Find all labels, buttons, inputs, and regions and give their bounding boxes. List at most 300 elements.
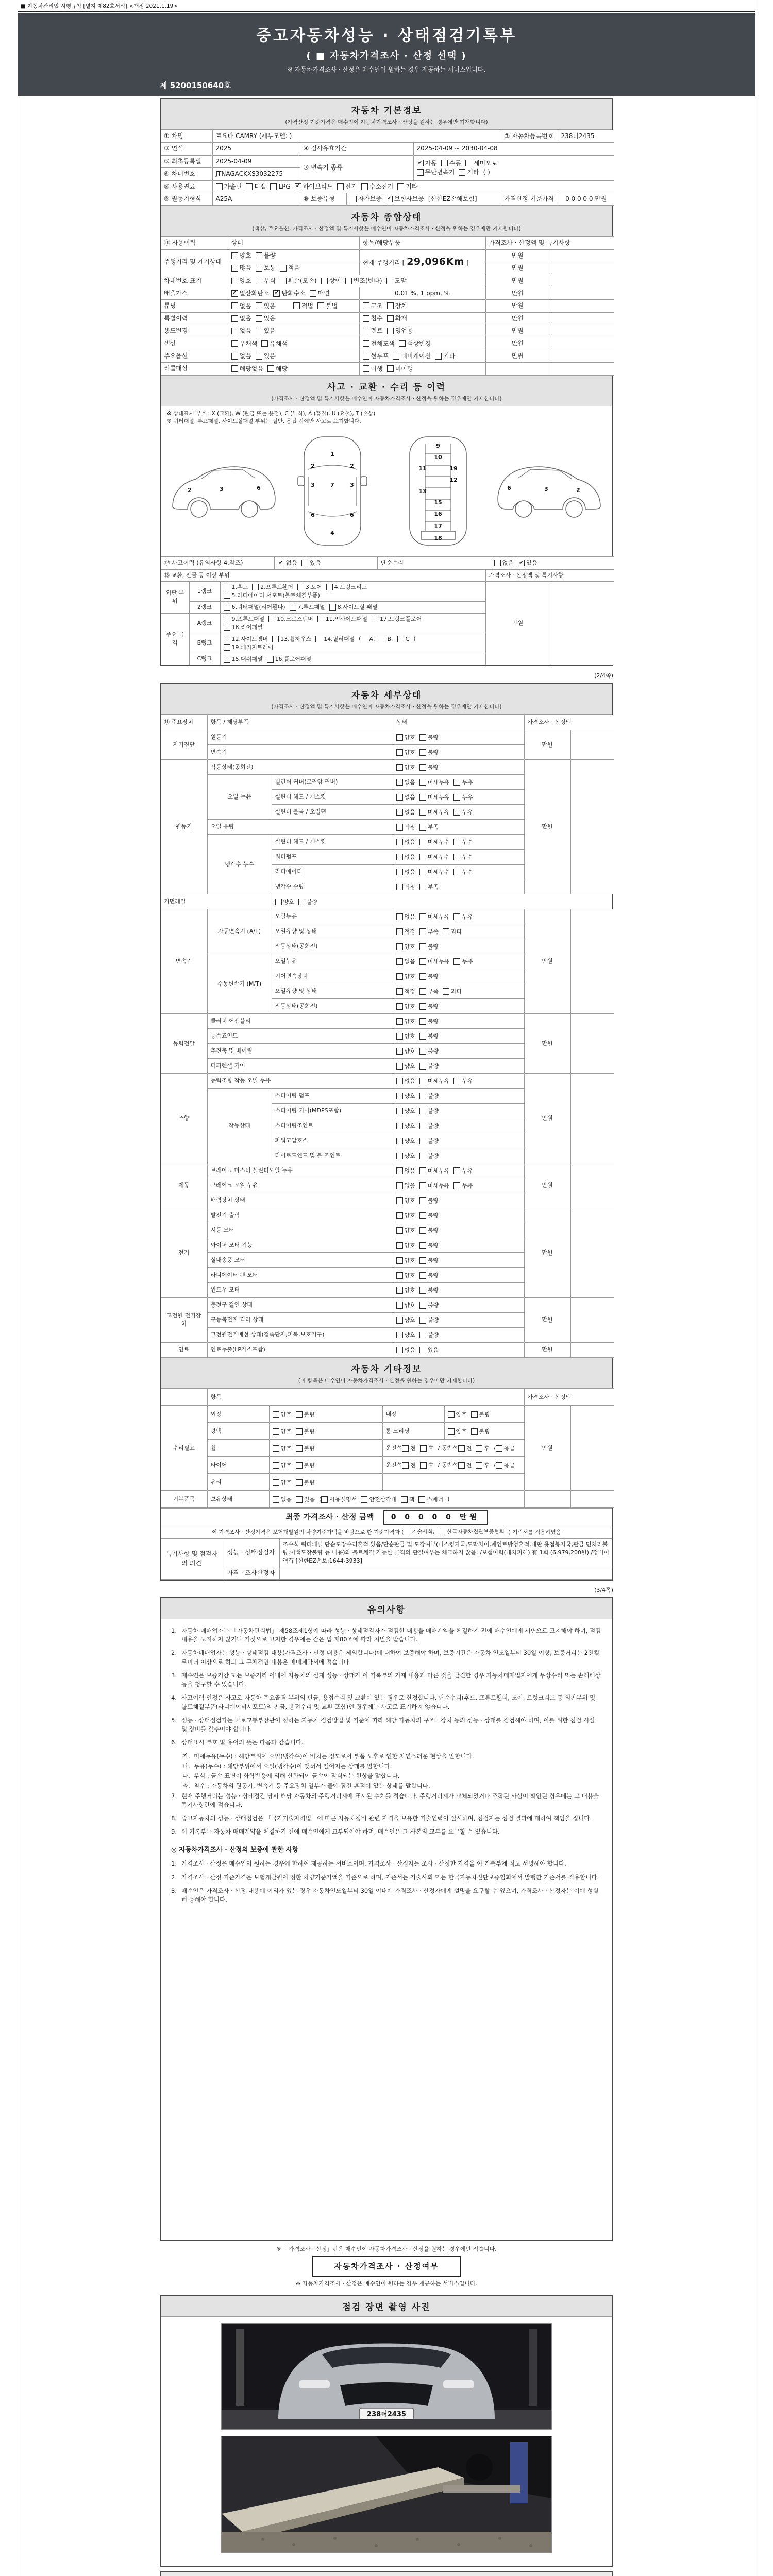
checkbox[interactable] <box>396 1212 415 1219</box>
checkbox[interactable] <box>419 749 439 756</box>
checkbox[interactable] <box>261 340 288 347</box>
checkbox[interactable] <box>396 794 415 801</box>
checkbox[interactable] <box>419 913 450 920</box>
checkbox[interactable] <box>268 616 313 622</box>
checkbox-box <box>458 1462 465 1469</box>
checkbox[interactable] <box>231 252 251 259</box>
checkbox-label: 양호 <box>404 1032 415 1040</box>
checkbox[interactable] <box>419 1033 439 1040</box>
checkbox[interactable] <box>419 1272 439 1279</box>
table-row <box>161 569 614 581</box>
checkbox[interactable] <box>419 1153 439 1159</box>
checkbox[interactable] <box>396 1347 415 1353</box>
checkbox[interactable] <box>317 616 367 622</box>
checkbox[interactable] <box>273 1428 292 1435</box>
checkbox[interactable] <box>231 340 258 347</box>
checkbox[interactable] <box>396 1078 415 1084</box>
checkbox[interactable] <box>224 584 248 590</box>
checkbox[interactable] <box>396 1242 415 1249</box>
checkbox[interactable] <box>396 884 415 890</box>
checkbox[interactable] <box>386 277 407 284</box>
checkbox-checked[interactable] <box>273 290 305 297</box>
cell <box>382 1440 524 1457</box>
checkbox[interactable] <box>396 1317 415 1324</box>
checkbox[interactable] <box>419 1018 439 1025</box>
checkbox[interactable] <box>317 302 338 310</box>
section-subtitle: (가격산정 기준가격은 매수인이 자동차가격조사 · 산정을 원하는 경우에만 기재합니다) <box>285 119 488 125</box>
notice-text: 사고이력 인정은 사고로 자동차 주요골격 부위의 판금, 용접수리 및 교환이 있는 경우로 한정합니다. 단순수리(후드, 프론트휀더, 도어, 트렁크리드 등 외판부위 및 볼트체결부품(라디에이터서포트)의 판금, 용접수리 및 교환 포함)인 경우에는 사고로 표기하지 않습니다. <box>181 1694 596 1710</box>
checkbox-label: 수동 <box>449 159 461 167</box>
cell <box>524 1406 570 1491</box>
table-row <box>161 180 614 193</box>
detail-condition-table <box>161 715 614 1358</box>
checkbox[interactable] <box>419 973 439 980</box>
checkbox[interactable] <box>396 1153 415 1159</box>
cell <box>161 730 207 760</box>
checkbox[interactable] <box>396 913 415 920</box>
checkbox[interactable] <box>476 1462 490 1469</box>
checkbox[interactable] <box>396 1287 415 1294</box>
checkbox[interactable] <box>273 1496 292 1503</box>
table-row <box>161 193 614 205</box>
checkbox[interactable] <box>326 584 367 590</box>
checkbox-label: 누유 <box>462 808 473 816</box>
checkbox-box <box>256 278 262 284</box>
checkbox[interactable] <box>321 1496 357 1503</box>
checkbox[interactable] <box>453 869 473 875</box>
checkbox-label: 불량 <box>427 764 439 771</box>
text: 만원 <box>542 1445 553 1452</box>
signature-section <box>160 2571 613 2576</box>
overall-table-mount <box>161 236 612 375</box>
checkbox[interactable] <box>297 584 322 590</box>
text: 조향 <box>178 1114 190 1122</box>
checkbox[interactable] <box>396 1182 415 1189</box>
checkbox[interactable] <box>401 1496 415 1503</box>
checkbox[interactable] <box>363 352 389 360</box>
checkbox[interactable] <box>396 734 415 741</box>
checkbox[interactable] <box>419 1197 439 1204</box>
checkbox[interactable] <box>224 592 320 599</box>
checkbox-label: 불량 <box>427 1152 439 1159</box>
checkbox[interactable] <box>298 899 317 905</box>
checkbox[interactable] <box>453 839 473 845</box>
checkbox[interactable] <box>224 616 265 622</box>
checkbox[interactable] <box>419 943 439 950</box>
checkbox-box <box>396 794 403 801</box>
checkbox[interactable] <box>296 1411 315 1418</box>
checkbox[interactable] <box>256 252 276 259</box>
checkbox[interactable] <box>270 183 290 190</box>
checkbox[interactable] <box>293 302 313 310</box>
checkbox[interactable] <box>396 764 415 771</box>
checkbox-label: 불량 <box>427 1242 439 1249</box>
checkbox[interactable] <box>296 1496 315 1503</box>
checkbox[interactable] <box>396 1227 415 1234</box>
cell <box>161 287 228 299</box>
checkbox[interactable] <box>252 584 293 590</box>
checkbox[interactable] <box>273 1462 292 1469</box>
checkbox[interactable] <box>310 290 330 297</box>
checkbox[interactable] <box>494 560 514 567</box>
checkbox[interactable] <box>476 1445 490 1452</box>
checkbox[interactable] <box>471 1428 490 1435</box>
checkbox-box <box>419 1153 426 1159</box>
checkbox[interactable] <box>419 824 439 831</box>
checkbox[interactable] <box>280 264 300 272</box>
checkbox[interactable] <box>453 1182 473 1189</box>
checkbox[interactable] <box>256 352 276 360</box>
checkbox[interactable] <box>399 340 431 347</box>
checkbox[interactable] <box>404 1529 434 1535</box>
checkbox[interactable] <box>419 1078 450 1084</box>
checkbox[interactable] <box>459 168 479 176</box>
text: 주요 골격 <box>165 631 184 647</box>
checkbox[interactable] <box>419 1302 439 1309</box>
checkbox[interactable] <box>453 794 473 801</box>
checkbox[interactable] <box>396 1138 415 1144</box>
text: 파워고압호스 <box>275 1137 308 1144</box>
cell <box>550 350 614 362</box>
checkbox[interactable] <box>458 1445 472 1452</box>
checkbox[interactable] <box>396 1048 415 1055</box>
panel-number: 3 <box>220 486 224 493</box>
text: 배출가스 <box>164 289 188 297</box>
checkbox-label: 누유 <box>462 778 473 786</box>
checkbox-label: 불량 <box>306 898 318 905</box>
checkbox-box <box>419 1272 426 1279</box>
text: 작동상태(공회전) <box>210 764 254 771</box>
cell <box>207 954 272 1014</box>
checkbox-box <box>396 1003 403 1010</box>
checkbox[interactable] <box>419 1227 439 1234</box>
text: 주행거리 및 계기상태 <box>164 258 222 265</box>
cell <box>550 337 614 350</box>
checkbox[interactable] <box>256 277 276 284</box>
text: ④ 검사유효기간 <box>303 145 347 152</box>
cell <box>485 300 550 312</box>
checkbox[interactable] <box>290 604 325 611</box>
text: 가격조사 · 산정액 <box>527 719 572 726</box>
checkbox[interactable] <box>231 327 251 334</box>
checkbox[interactable] <box>419 764 439 771</box>
checkbox-box <box>396 749 403 756</box>
checkbox[interactable] <box>465 160 497 167</box>
checkbox-box <box>419 1212 426 1219</box>
checkbox-box <box>420 1462 427 1469</box>
checkbox[interactable] <box>321 277 341 284</box>
checkbox[interactable] <box>453 809 473 816</box>
checkbox[interactable] <box>396 824 415 831</box>
checkbox-label: C <box>405 635 410 642</box>
checkbox[interactable] <box>419 1138 439 1144</box>
checkbox[interactable] <box>379 636 393 642</box>
checkbox-box <box>419 1332 426 1338</box>
text: 만원 <box>511 352 524 360</box>
text: 만원 <box>511 314 524 322</box>
checkbox[interactable] <box>443 988 462 995</box>
checkbox[interactable] <box>396 943 415 950</box>
checkbox[interactable] <box>231 352 251 360</box>
checkbox[interactable] <box>419 1048 439 1055</box>
notice-sub-number: 라. <box>182 1782 190 1790</box>
checkbox[interactable] <box>396 988 415 995</box>
checkbox[interactable] <box>419 1287 439 1294</box>
checkbox[interactable] <box>396 749 415 756</box>
notice-sub-item <box>182 1762 602 1771</box>
checkbox[interactable] <box>419 958 450 965</box>
checkbox[interactable] <box>387 302 407 310</box>
checkbox[interactable] <box>396 1257 415 1264</box>
checkbox[interactable] <box>350 195 382 202</box>
checkbox[interactable] <box>345 277 382 284</box>
checkbox[interactable] <box>396 1003 415 1010</box>
checkbox-label: 화재 <box>395 314 407 322</box>
checkbox[interactable] <box>402 1462 416 1469</box>
checkbox[interactable] <box>363 302 383 310</box>
checkbox[interactable] <box>453 913 473 920</box>
cell <box>269 1423 382 1440</box>
checkbox[interactable] <box>256 302 276 310</box>
checkbox-label: 미이행 <box>395 365 413 372</box>
checkbox[interactable] <box>419 1182 450 1189</box>
checkbox-label: 불량 <box>427 1122 439 1129</box>
checkbox[interactable] <box>419 1317 439 1324</box>
checkbox[interactable] <box>363 365 383 372</box>
checkbox[interactable] <box>329 604 378 611</box>
checkbox[interactable] <box>273 1445 292 1452</box>
checkbox[interactable] <box>231 264 251 272</box>
cell <box>272 850 393 865</box>
checkbox[interactable] <box>267 365 288 372</box>
checkbox[interactable] <box>224 656 263 663</box>
checkbox[interactable] <box>471 1411 490 1418</box>
checkbox[interactable] <box>396 869 415 875</box>
checkbox[interactable] <box>231 315 251 322</box>
cell <box>161 557 274 569</box>
text: 발전기 출력 <box>210 1212 240 1219</box>
checkbox-label: 해당없음 <box>239 365 263 372</box>
checkbox-label: 불량 <box>427 1272 439 1279</box>
table-row <box>161 1509 612 1527</box>
checkbox[interactable] <box>224 636 268 642</box>
checkbox[interactable] <box>363 327 383 334</box>
checkbox[interactable] <box>419 779 450 786</box>
checkbox-checked[interactable] <box>278 560 297 567</box>
checkbox[interactable] <box>453 854 473 860</box>
checkbox[interactable] <box>453 779 473 786</box>
checkbox-checked[interactable] <box>518 560 537 567</box>
checkbox[interactable] <box>448 1428 467 1435</box>
checkbox[interactable] <box>402 1445 416 1452</box>
cell <box>212 143 300 155</box>
checkbox[interactable] <box>419 1332 439 1338</box>
checkbox-label: 양호 <box>456 1428 467 1435</box>
checkbox[interactable] <box>396 958 415 965</box>
checkbox-box <box>387 365 394 372</box>
checkbox[interactable] <box>301 560 321 567</box>
checkbox[interactable] <box>273 1411 292 1418</box>
cell <box>382 1457 524 1474</box>
checkbox[interactable] <box>419 1347 439 1353</box>
checkbox[interactable] <box>453 1078 473 1084</box>
checkbox[interactable] <box>420 1462 434 1469</box>
notice-sub-text: 미세누유(누수) : 해당부위에 오일(냉각수)이 비치는 정도로서 부품 노후로 인한 자연스러운 현상을 말합니다. <box>194 1752 474 1760</box>
checkbox[interactable] <box>419 1003 439 1010</box>
checkbox-box <box>419 824 426 831</box>
cell <box>550 287 614 299</box>
checkbox[interactable] <box>216 183 242 190</box>
checkbox[interactable] <box>396 1063 415 1070</box>
checkbox[interactable] <box>419 1093 439 1099</box>
checkbox[interactable] <box>419 1123 439 1129</box>
checkbox[interactable] <box>418 1496 443 1503</box>
checkbox[interactable] <box>496 1445 515 1452</box>
checkbox[interactable] <box>296 1479 315 1486</box>
checkbox[interactable] <box>419 884 439 890</box>
checkbox-checked[interactable] <box>231 290 270 297</box>
checkbox[interactable] <box>361 1496 396 1503</box>
checkbox[interactable] <box>224 604 285 611</box>
checkbox-box <box>252 584 259 590</box>
cell <box>207 760 393 775</box>
checkbox[interactable] <box>496 1462 515 1469</box>
checkbox[interactable] <box>296 1462 315 1469</box>
checkbox[interactable] <box>280 277 317 284</box>
checkbox-label: 변조(변타) <box>353 277 382 284</box>
checkbox[interactable] <box>458 1462 472 1469</box>
checkbox[interactable] <box>419 869 450 875</box>
checkbox[interactable] <box>363 340 395 347</box>
checkbox[interactable] <box>396 779 415 786</box>
checkbox-checked[interactable] <box>417 160 437 167</box>
checkbox[interactable] <box>256 264 276 272</box>
checkbox[interactable] <box>387 327 413 334</box>
checkbox[interactable] <box>296 1445 315 1452</box>
checkbox[interactable] <box>441 160 461 167</box>
checkbox[interactable] <box>387 315 407 322</box>
checkbox[interactable] <box>396 854 415 860</box>
checkbox[interactable] <box>435 352 455 360</box>
checkbox[interactable] <box>396 839 415 845</box>
checkbox-box <box>363 328 369 334</box>
checkbox-label: 13.휠하우스 <box>280 635 312 642</box>
cell <box>393 1029 524 1044</box>
checkbox[interactable] <box>453 1167 473 1174</box>
checkbox[interactable] <box>419 854 450 860</box>
checkbox[interactable] <box>419 988 439 995</box>
text: 상태 <box>396 719 407 726</box>
checkbox[interactable] <box>396 1167 415 1174</box>
checkbox[interactable] <box>231 277 251 284</box>
checkbox[interactable] <box>396 1033 415 1040</box>
checkbox[interactable] <box>231 365 263 372</box>
checkbox[interactable] <box>224 624 263 631</box>
checkbox[interactable] <box>396 1093 415 1099</box>
checkbox[interactable] <box>396 1197 415 1204</box>
checkbox[interactable] <box>246 183 266 190</box>
checkbox[interactable] <box>396 973 415 980</box>
checkbox[interactable] <box>396 1272 415 1279</box>
checkbox[interactable] <box>453 958 473 965</box>
checkbox-label: 불량 <box>427 1197 439 1204</box>
checkbox[interactable] <box>419 1242 439 1249</box>
checkbox[interactable] <box>417 168 455 176</box>
checkbox[interactable] <box>448 1411 467 1418</box>
table-row <box>161 237 614 249</box>
checkbox[interactable] <box>275 899 294 905</box>
section-other-header <box>161 1358 612 1388</box>
checkbox-box <box>402 1445 409 1452</box>
checkbox[interactable] <box>397 636 410 642</box>
checkbox[interactable] <box>419 839 450 845</box>
cell <box>524 760 570 894</box>
checkbox-label: 없음 <box>280 1496 292 1503</box>
checkbox[interactable] <box>361 636 375 642</box>
checkbox[interactable] <box>361 183 393 190</box>
checkbox[interactable] <box>396 809 415 816</box>
checkbox[interactable] <box>272 636 311 642</box>
cell <box>393 805 524 820</box>
checkbox-box <box>280 265 287 272</box>
cell <box>485 581 550 665</box>
checkbox[interactable] <box>387 365 413 372</box>
checkbox[interactable] <box>443 928 462 935</box>
checkbox-box <box>231 278 238 284</box>
checkbox[interactable] <box>396 1332 415 1338</box>
checkbox-checked[interactable] <box>386 195 424 202</box>
checkbox[interactable] <box>393 352 431 360</box>
checkbox[interactable] <box>224 644 274 651</box>
checkbox[interactable] <box>256 327 276 334</box>
checkbox[interactable] <box>315 636 355 642</box>
checkbox[interactable] <box>396 928 415 935</box>
checkbox[interactable] <box>231 302 251 310</box>
checkbox[interactable] <box>273 1479 292 1486</box>
checkbox[interactable] <box>419 1108 439 1114</box>
document-number: 제 5200150640호 <box>160 81 231 90</box>
cell <box>393 745 524 760</box>
checkbox[interactable] <box>419 809 450 816</box>
checkbox[interactable] <box>419 928 439 935</box>
checkbox-box <box>419 1317 426 1324</box>
checkbox-label: 있음 <box>263 352 276 360</box>
checkbox[interactable] <box>439 1529 505 1535</box>
checkbox[interactable] <box>419 734 439 741</box>
checkbox[interactable] <box>256 315 276 322</box>
cell <box>393 1089 524 1104</box>
checkbox[interactable] <box>419 1257 439 1264</box>
cell <box>485 262 550 275</box>
checkbox[interactable] <box>396 1123 415 1129</box>
checkbox[interactable] <box>419 1167 450 1174</box>
checkbox[interactable] <box>420 1445 434 1452</box>
checkbox[interactable] <box>396 1302 415 1309</box>
checkbox[interactable] <box>296 1428 315 1435</box>
checkbox[interactable] <box>419 1212 439 1219</box>
checkbox[interactable] <box>267 656 312 663</box>
checkbox[interactable] <box>397 183 417 190</box>
checkbox[interactable] <box>419 794 450 801</box>
checkbox[interactable] <box>363 315 383 322</box>
checkbox[interactable] <box>396 1108 415 1114</box>
checkbox-checked[interactable] <box>295 183 333 190</box>
checkbox[interactable] <box>337 183 357 190</box>
checkbox[interactable] <box>419 1063 439 1070</box>
checkbox-label: 일산화탄소 <box>239 290 270 297</box>
checkbox[interactable] <box>372 616 422 622</box>
checkbox[interactable] <box>396 1018 415 1025</box>
